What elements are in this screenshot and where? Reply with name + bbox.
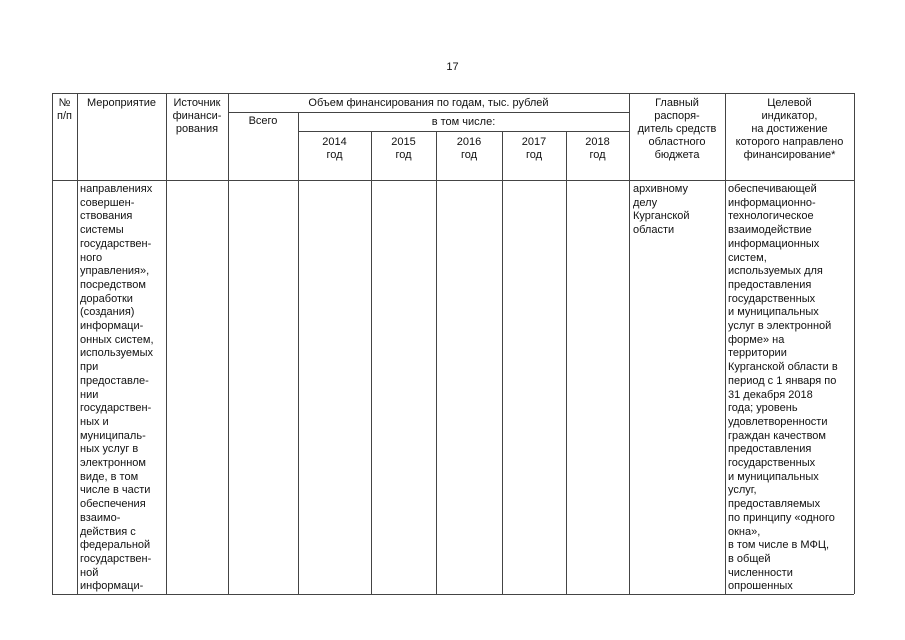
header-indicator: Целевой индикатор, на достижение которого направлено финансирование* xyxy=(735,97,844,161)
header-event: Мероприятие xyxy=(86,97,157,109)
page-number: 17 xyxy=(446,61,459,73)
header-year-2014: 2014 год xyxy=(322,136,347,161)
header-row-line-1 xyxy=(228,112,629,113)
header-year-2018: 2018 год xyxy=(585,136,610,161)
table-top-border xyxy=(52,93,854,94)
header-source: Источник финанси- рования xyxy=(172,97,222,135)
header-including: в том числе: xyxy=(431,116,496,128)
table-bottom-border xyxy=(52,594,854,595)
column-border xyxy=(502,131,503,594)
header-year-2017: 2017 год xyxy=(521,136,547,161)
manager-cell: архивному делу Курганской области xyxy=(633,183,690,237)
column-border xyxy=(52,93,53,594)
indicator-cell: обеспечивающей информационно- технологическое взаимодействие информационных систем, используемых для предоставления государственных и муниципальных услуг в электронной форме» на территории Курганской области в период с 1 января по 31 декабря 2018 года; уровень удовлетворенности граждан качеством предоставления государственных и муниципальных услуг, предоставляемых по принципу «одного окна», в том числе в МФЦ, в общей численности опрошенных xyxy=(728,183,838,593)
column-border xyxy=(371,131,372,594)
header-year-2016: 2016 год xyxy=(456,136,482,161)
header-year-2015: 2015 год xyxy=(391,136,416,161)
header-total: Всего xyxy=(248,115,278,127)
column-border xyxy=(228,93,229,594)
column-border xyxy=(629,93,630,594)
column-border xyxy=(436,131,437,594)
column-border xyxy=(854,93,855,594)
header-num: № п/п xyxy=(57,97,72,122)
header-bottom-border xyxy=(52,180,854,181)
column-border xyxy=(566,131,567,594)
header-row-line-2 xyxy=(298,131,629,132)
event-cell: направлениях совершен- ствования системы государствен- ного управления», посредством доработки (создания) информаци- онных систем, используемых при предоставле- нии государствен- ных и муниципаль- ных услуг в электронном виде, в том числе в части обеспечения взаимо- действия с федеральной государствен- ной информаци- xyxy=(80,183,154,593)
column-border xyxy=(725,93,726,594)
column-border xyxy=(77,93,78,594)
column-border xyxy=(166,93,167,594)
column-border xyxy=(298,112,299,594)
header-manager: Главный распоря- дитель средств областного бюджета xyxy=(637,97,717,161)
header-volume: Объем финансирования по годам, тыс. рублей xyxy=(308,97,549,109)
